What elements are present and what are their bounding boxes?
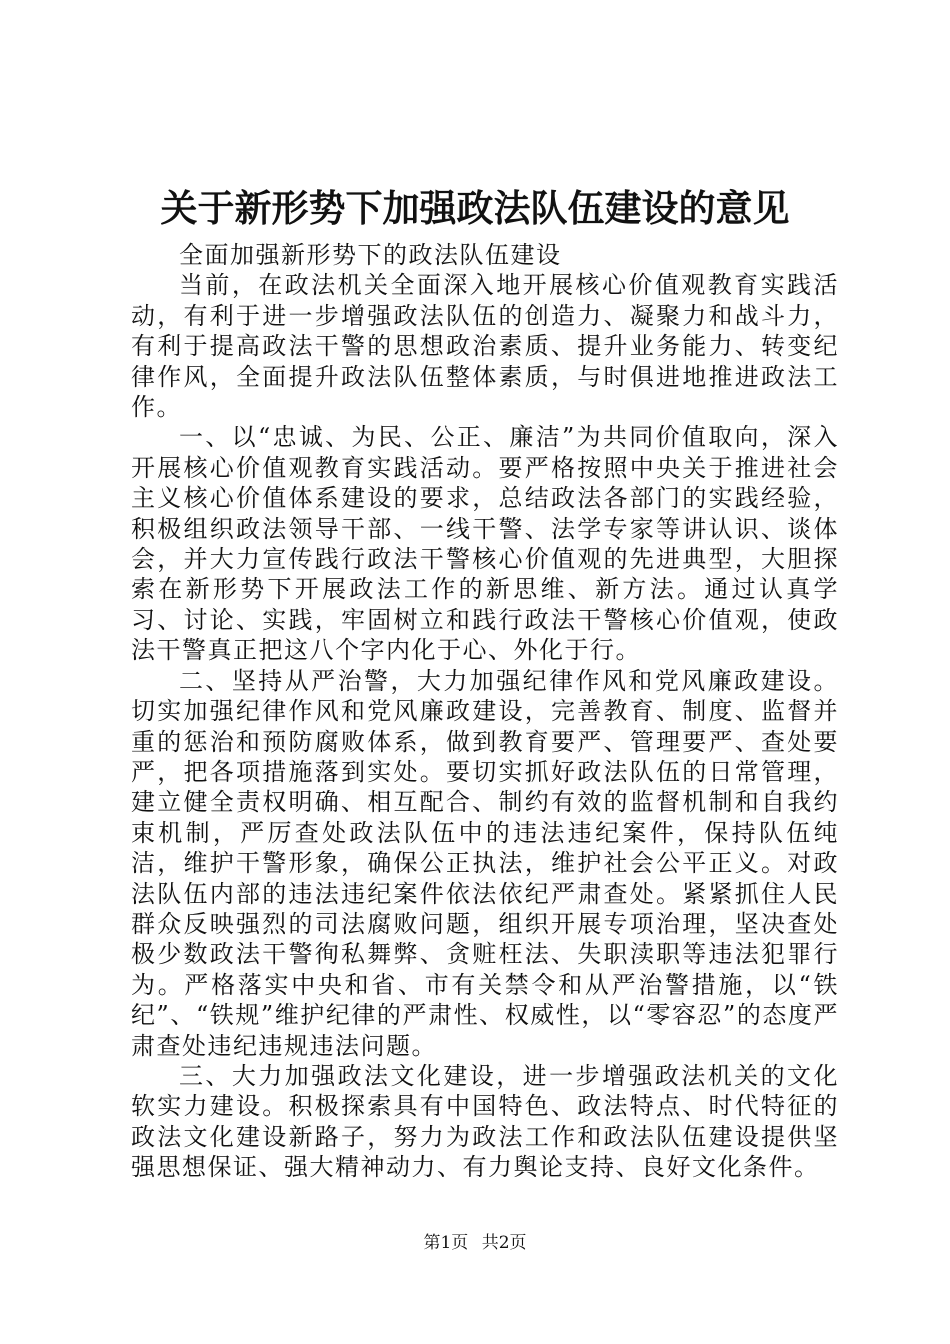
section-three-paragraph: 三、大力加强政法文化建设，进一步增强政法机关的文化软实力建设。积极探索具有中国特色、政法特点、时代特征的政法文化建设新路子，努力为政法工作和政法队伍建设提供坚强思想保证、强大精神动力、有力舆论支持、良好文化条件。 (131, 1061, 839, 1182)
section-two-paragraph: 二、坚持从严治警，大力加强纪律作风和党风廉政建设。切实加强纪律作风和党风廉政建设，完善教育、制度、监督并重的惩治和预防腐败体系，做到教育要严、管理要严、查处要严，把各项措施落到实处。要切实抓好政法队伍的日常管理，建立健全责权明确、相互配合、制约有效的监督机制和自我约束机制，严厉查处政法队伍中的违法违纪案件，保持队伍纯洁，维护干警形象，确保公正执法，维护社会公平正义。对政法队伍内部的违法违纪案件依法依纪严肃查处。紧紧抓住人民群众反映强烈的司法腐败问题，组织开展专项治理，坚决查处极少数政法干警徇私舞弊、贪赃枉法、失职渎职等违法犯罪行为。严格落实中央和省、市有关禁令和从严治警措施，以“铁纪”、“铁规”维护纪律的严肃性、权威性，以“零容忍”的态度严肃查处违纪违规违法问题。 (131, 666, 839, 1060)
intro-paragraph: 当前，在政法机关全面深入地开展核心价值观教育实践活动，有利于进一步增强政法队伍的创造力、凝聚力和战斗力，有利于提高政法干警的思想政治素质、提升业务能力、转变纪律作风，全面提升政法队伍整体素质，与时俱进地推进政法工作。 (131, 271, 839, 422)
page-number-total: 共2页 (481, 1233, 527, 1253)
section-one-paragraph: 一、以“忠诚、为民、公正、廉洁”为共同价值取向，深入开展核心价值观教育实践活动。要严格按照中央关于推进社会主义核心价值体系建设的要求，总结政法各部门的实践经验，积极组织政法领导干部、一线干警、法学专家等讲认识、谈体会，并大力宣传践行政法干警核心价值观的先进典型，大胆探索在新形势下开展政法工作的新思维、新方法。通过认真学习、讨论、实践，牢固树立和践行政法干警核心价值观，使政法干警真正把这八个字内化于心、外化于行。 (131, 423, 839, 665)
page-number-current: 第1页 (423, 1233, 469, 1253)
document-body (131, 240, 839, 1183)
document-title: 关于新形势下加强政法队伍建设的意见 (160, 186, 790, 230)
subtitle-paragraph: 全面加强新形势下的政法队伍建设 (179, 241, 562, 269)
page-footer (0, 1232, 950, 1254)
